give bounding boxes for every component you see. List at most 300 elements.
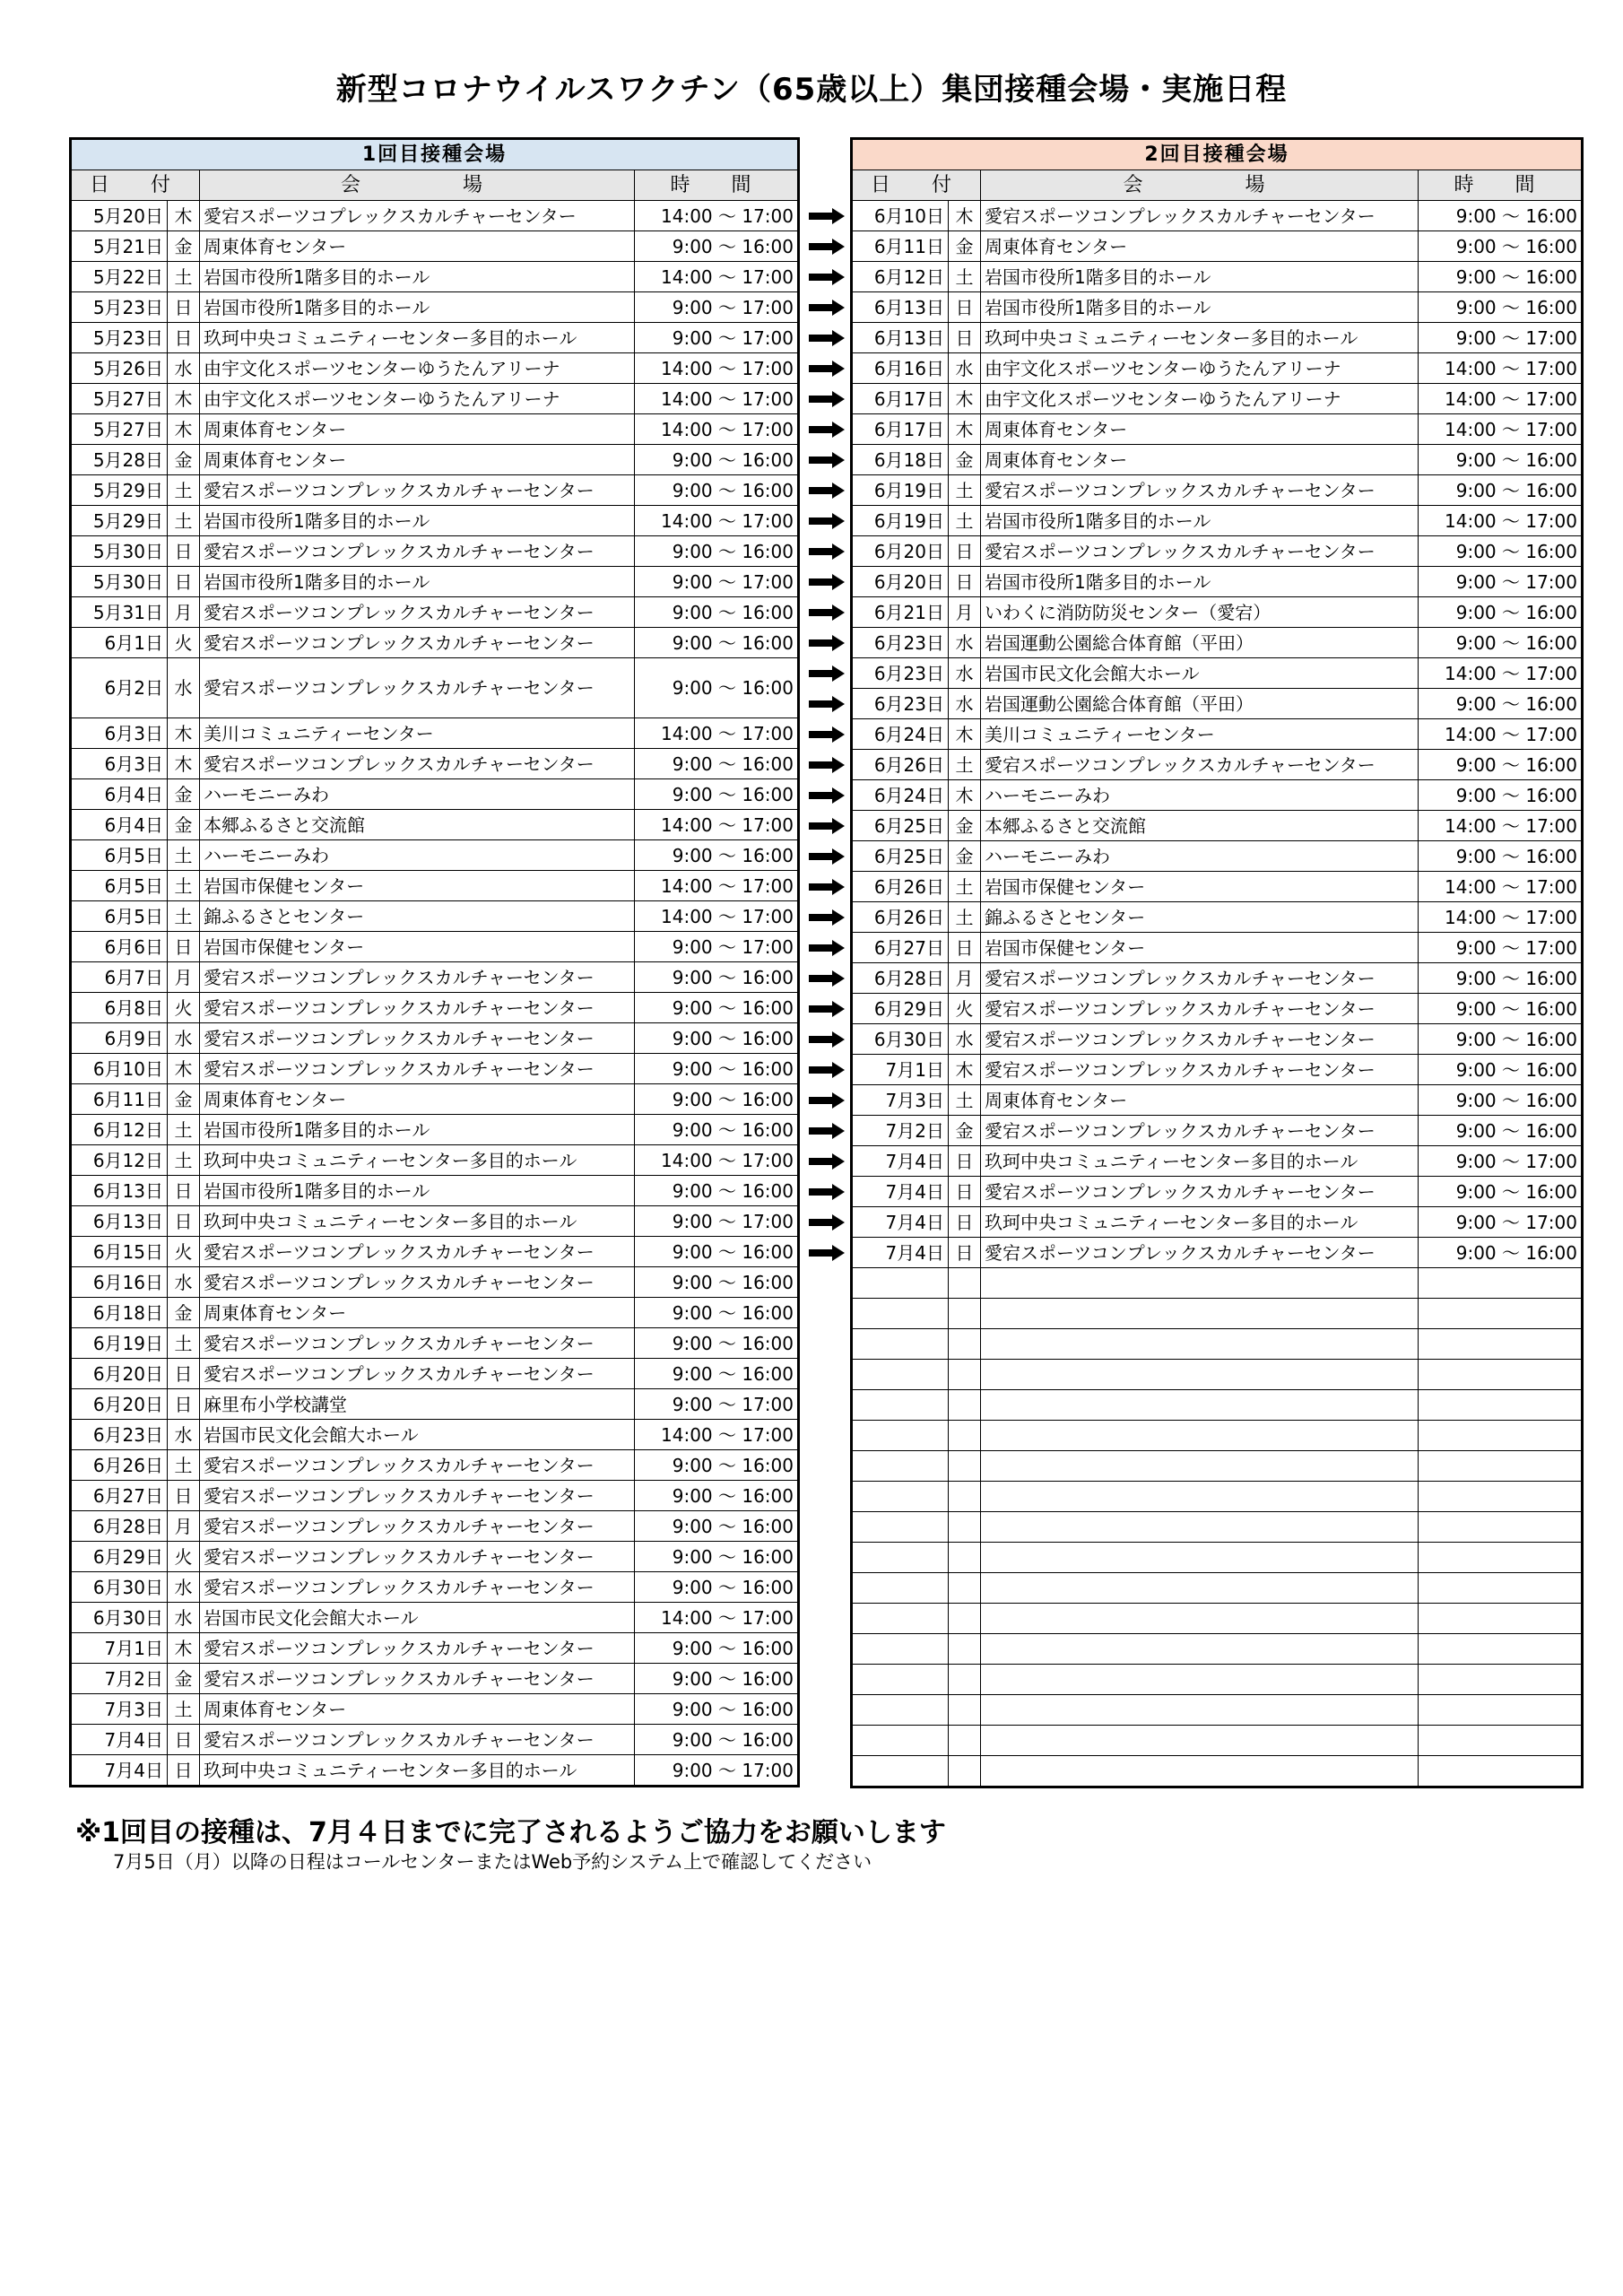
right-arrow-icon xyxy=(809,422,845,438)
right-arrow-icon xyxy=(809,1184,845,1200)
time-cell: 9:00 ～ 16:00 xyxy=(1419,750,1583,780)
time-cell: 9:00 ～ 17:00 xyxy=(1419,1146,1583,1177)
empty-row xyxy=(852,1573,1583,1604)
venue-cell: 愛宕スポーツコンプレックスカルチャーセンター xyxy=(981,1238,1419,1268)
date-header: 日 付 xyxy=(852,170,981,201)
venue-cell: 周東体育センター xyxy=(200,1084,635,1115)
table-row xyxy=(71,718,799,749)
table-row xyxy=(71,628,799,658)
right-arrow-icon xyxy=(809,1123,845,1139)
date-cell: 5月23日 xyxy=(71,292,168,323)
weekday-cell: 日 xyxy=(949,536,981,567)
venue-cell: 岩国市民文化会館大ホール xyxy=(200,1603,635,1633)
time-cell: 9:00 ～ 16:00 xyxy=(635,779,799,810)
venue-cell: 岩国運動公園総合体育館（平田） xyxy=(981,689,1419,719)
time-cell: 9:00 ～ 16:00 xyxy=(1419,1116,1583,1146)
time-cell: 9:00 ～ 16:00 xyxy=(635,1023,799,1054)
table-row xyxy=(852,231,1583,262)
table-row xyxy=(852,902,1583,933)
time-cell: 9:00 ～ 16:00 xyxy=(635,1328,799,1359)
weekday-cell: 日 xyxy=(168,1481,200,1511)
venue-cell: 愛宕スポーツコンプレックスカルチャーセンター xyxy=(200,658,635,718)
table-row xyxy=(71,445,799,475)
date-cell: 5月29日 xyxy=(71,506,168,536)
right-arrow-icon xyxy=(809,544,845,560)
time-cell: 9:00 ～ 16:00 xyxy=(1419,1177,1583,1207)
table-row xyxy=(71,201,799,231)
date-cell: 6月5日 xyxy=(71,840,168,871)
date-cell: 6月19日 xyxy=(852,506,949,536)
venue-cell: 周東体育センター xyxy=(981,414,1419,445)
date-cell: 6月26日 xyxy=(852,872,949,902)
time-cell: 14:00 ～ 17:00 xyxy=(635,506,799,536)
date-cell: 6月12日 xyxy=(852,262,949,292)
venue-cell: 錦ふるさとセンター xyxy=(200,901,635,932)
weekday-cell: 日 xyxy=(949,292,981,323)
venue-cell: 岩国市保健センター xyxy=(200,932,635,962)
date-cell: 7月4日 xyxy=(71,1725,168,1755)
weekday-cell: 火 xyxy=(168,1237,200,1267)
table-row xyxy=(852,1146,1583,1177)
weekday-cell: 日 xyxy=(168,1389,200,1420)
time-cell: 9:00 ～ 16:00 xyxy=(1419,628,1583,658)
weekday-cell: 水 xyxy=(168,1603,200,1633)
venue-cell: 岩国市役所1階多目的ホール xyxy=(981,262,1419,292)
time-cell: 9:00 ～ 16:00 xyxy=(635,1450,799,1481)
date-cell: 6月4日 xyxy=(71,810,168,840)
weekday-cell: 日 xyxy=(168,536,200,567)
table-row xyxy=(852,719,1583,750)
venue-cell: 愛宕スポーツコンプレックスカルチャーセンター xyxy=(981,1055,1419,1085)
venue-cell: 愛宕スポーツコプレックスカルチャーセンター xyxy=(200,201,635,231)
time-cell: 9:00 ～ 17:00 xyxy=(635,1389,799,1420)
weekday-cell: 土 xyxy=(168,475,200,506)
weekday-cell: 土 xyxy=(949,506,981,536)
venue-cell: 愛宕スポーツコンプレックスカルチャーセンター xyxy=(200,597,635,628)
empty-row xyxy=(852,1726,1583,1756)
venue-cell: 愛宕スポーツコンプレックスカルチャーセンター xyxy=(200,1054,635,1084)
time-cell: 9:00 ～ 17:00 xyxy=(1419,933,1583,963)
weekday-cell: 水 xyxy=(168,1267,200,1298)
table-row xyxy=(852,414,1583,445)
right-arrow-icon xyxy=(809,787,845,804)
venue-cell: ハーモニーみわ xyxy=(200,840,635,871)
empty-row xyxy=(852,1268,1583,1299)
weekday-cell: 日 xyxy=(168,1725,200,1755)
venue-cell: 玖珂中央コミュニティーセンター多目的ホール xyxy=(981,1207,1419,1238)
venue-cell: 岩国市保健センター xyxy=(200,871,635,901)
table-row xyxy=(71,658,799,718)
date-cell: 6月3日 xyxy=(71,718,168,749)
time-cell: 9:00 ～ 16:00 xyxy=(1419,1085,1583,1116)
venue-cell: 愛宕スポーツコンプレックスカルチャーセンター xyxy=(981,963,1419,994)
date-cell: 5月31日 xyxy=(71,597,168,628)
date-cell: 7月4日 xyxy=(852,1177,949,1207)
venue-cell: 岩国市保健センター xyxy=(981,872,1419,902)
table-row xyxy=(71,1145,799,1176)
time-cell: 9:00 ～ 16:00 xyxy=(1419,292,1583,323)
venue-cell: 岩国市民文化会館大ホール xyxy=(981,658,1419,689)
time-cell: 9:00 ～ 16:00 xyxy=(635,1054,799,1084)
right-arrow-icon xyxy=(809,300,845,316)
venue-header: 会 場 xyxy=(200,170,635,201)
table-row xyxy=(852,1177,1583,1207)
table-row xyxy=(71,871,799,901)
table-row xyxy=(71,1450,799,1481)
table-row xyxy=(71,1481,799,1511)
table-row xyxy=(71,840,799,871)
table-row xyxy=(71,1359,799,1389)
date-cell: 5月26日 xyxy=(71,353,168,384)
venue-cell: 周東体育センター xyxy=(200,414,635,445)
venue-cell: 本郷ふるさと交流館 xyxy=(200,810,635,840)
table-row xyxy=(71,292,799,323)
venue-cell: ハーモニーみわ xyxy=(981,841,1419,872)
weekday-cell: 水 xyxy=(949,658,981,689)
table-row xyxy=(71,475,799,506)
empty-row xyxy=(852,1451,1583,1482)
table-row xyxy=(71,993,799,1023)
time-cell: 9:00 ～ 17:00 xyxy=(635,323,799,353)
right-arrow-icon xyxy=(809,726,845,743)
weekday-cell: 金 xyxy=(949,445,981,475)
venue-cell: 愛宕スポーツコンプレックスカルチャーセンター xyxy=(981,475,1419,506)
venue-cell: 周東体育センター xyxy=(981,1085,1419,1116)
table-row xyxy=(71,353,799,384)
venue-cell: 愛宕スポーツコンプレックスカルチャーセンター xyxy=(200,993,635,1023)
table-row xyxy=(71,932,799,962)
date-cell: 6月12日 xyxy=(71,1145,168,1176)
time-cell: 9:00 ～ 16:00 xyxy=(1419,780,1583,811)
venue-cell: 岩国市役所1階多目的ホール xyxy=(981,292,1419,323)
venue-cell: 愛宕スポーツコンプレックスカルチャーセンター xyxy=(200,749,635,779)
venue-cell: 愛宕スポーツコンプレックスカルチャーセンター xyxy=(981,750,1419,780)
weekday-cell: 土 xyxy=(949,750,981,780)
date-cell: 6月26日 xyxy=(71,1450,168,1481)
right-arrow-icon xyxy=(809,1092,845,1109)
right-arrow-icon xyxy=(809,1031,845,1048)
weekday-cell: 水 xyxy=(949,353,981,384)
time-cell: 14:00 ～ 17:00 xyxy=(1419,872,1583,902)
venue-cell: 美川コミュニティーセンター xyxy=(981,719,1419,750)
right-arrow-icon xyxy=(809,909,845,926)
weekday-cell: 水 xyxy=(168,1572,200,1603)
date-cell: 5月29日 xyxy=(71,475,168,506)
table-row xyxy=(71,1694,799,1725)
date-cell: 6月27日 xyxy=(71,1481,168,1511)
date-cell: 7月4日 xyxy=(852,1238,949,1268)
table-row xyxy=(71,1664,799,1694)
venue-cell: 愛宕スポーツコンプレックスカルチャーセンター xyxy=(200,1023,635,1054)
empty-row xyxy=(852,1665,1583,1695)
table-row xyxy=(71,323,799,353)
time-cell: 9:00 ～ 16:00 xyxy=(1419,445,1583,475)
time-cell: 9:00 ～ 16:00 xyxy=(1419,536,1583,567)
time-cell: 14:00 ～ 17:00 xyxy=(1419,414,1583,445)
time-header: 時 間 xyxy=(635,170,799,201)
venue-cell: 愛宕スポーツコンプレックスカルチャーセンター xyxy=(200,1481,635,1511)
time-cell: 9:00 ～ 17:00 xyxy=(635,292,799,323)
venue-cell: いわくに消防防災センター（愛宕） xyxy=(981,597,1419,628)
venue-cell: 愛宕スポーツコンプレックスカルチャーセンター xyxy=(981,1116,1419,1146)
time-cell: 14:00 ～ 17:00 xyxy=(635,810,799,840)
table-row xyxy=(852,536,1583,567)
right-arrow-icon xyxy=(809,604,845,621)
venue-cell: 愛宕スポーツコンプレックスカルチャーセンター xyxy=(200,475,635,506)
table-row xyxy=(71,901,799,932)
date-cell: 6月5日 xyxy=(71,871,168,901)
date-cell: 6月17日 xyxy=(852,384,949,414)
table-row xyxy=(852,1116,1583,1146)
empty-row xyxy=(852,1512,1583,1543)
date-cell: 5月27日 xyxy=(71,384,168,414)
date-cell: 6月24日 xyxy=(852,780,949,811)
right-arrow-icon xyxy=(809,757,845,773)
time-cell: 9:00 ～ 16:00 xyxy=(1419,262,1583,292)
right-arrow-icon xyxy=(809,1245,845,1261)
time-cell: 14:00 ～ 17:00 xyxy=(1419,902,1583,933)
time-cell: 9:00 ～ 16:00 xyxy=(635,1298,799,1328)
table-row xyxy=(852,628,1583,658)
date-cell: 6月9日 xyxy=(71,1023,168,1054)
date-cell: 6月25日 xyxy=(852,841,949,872)
time-cell: 9:00 ～ 16:00 xyxy=(635,597,799,628)
time-cell: 9:00 ～ 17:00 xyxy=(635,1206,799,1237)
table-row xyxy=(852,567,1583,597)
time-cell: 9:00 ～ 16:00 xyxy=(1419,1238,1583,1268)
table-row xyxy=(852,750,1583,780)
date-cell: 5月21日 xyxy=(71,231,168,262)
date-cell: 6月16日 xyxy=(852,353,949,384)
time-cell: 9:00 ～ 16:00 xyxy=(635,1084,799,1115)
time-cell: 14:00 ～ 17:00 xyxy=(635,1603,799,1633)
date-cell: 6月20日 xyxy=(852,536,949,567)
time-cell: 14:00 ～ 17:00 xyxy=(635,201,799,231)
time-cell: 14:00 ～ 17:00 xyxy=(1419,506,1583,536)
date-cell: 7月2日 xyxy=(71,1664,168,1694)
time-cell: 9:00 ～ 16:00 xyxy=(635,993,799,1023)
right-arrow-icon xyxy=(809,879,845,895)
weekday-cell: 木 xyxy=(949,414,981,445)
date-cell: 6月10日 xyxy=(71,1054,168,1084)
venue-cell: 周東体育センター xyxy=(200,445,635,475)
weekday-cell: 水 xyxy=(949,1024,981,1055)
right-arrow-icon xyxy=(809,330,845,346)
venue-cell: 愛宕スポーツコンプレックスカルチャーセンター xyxy=(200,1359,635,1389)
empty-row xyxy=(852,1421,1583,1451)
venue-cell: 愛宕スポーツコンプレックスカルチャーセンター xyxy=(981,201,1419,231)
weekday-cell: 火 xyxy=(168,628,200,658)
date-cell: 6月21日 xyxy=(852,597,949,628)
date-cell: 6月4日 xyxy=(71,779,168,810)
time-cell: 9:00 ～ 16:00 xyxy=(635,1694,799,1725)
time-cell: 9:00 ～ 16:00 xyxy=(635,1572,799,1603)
weekday-cell: 金 xyxy=(168,445,200,475)
time-cell: 14:00 ～ 17:00 xyxy=(1419,811,1583,841)
venue-cell: 周東体育センター xyxy=(981,231,1419,262)
venue-cell: 岩国市役所1階多目的ホール xyxy=(981,506,1419,536)
date-cell: 6月13日 xyxy=(852,292,949,323)
empty-row xyxy=(852,1482,1583,1512)
weekday-cell: 土 xyxy=(168,1145,200,1176)
weekday-cell: 木 xyxy=(168,201,200,231)
weekday-cell: 金 xyxy=(949,841,981,872)
date-cell: 5月20日 xyxy=(71,201,168,231)
time-cell: 9:00 ～ 16:00 xyxy=(635,1359,799,1389)
time-cell: 9:00 ～ 16:00 xyxy=(635,628,799,658)
weekday-cell: 火 xyxy=(168,993,200,1023)
table-row xyxy=(71,1115,799,1145)
date-cell: 7月1日 xyxy=(71,1633,168,1664)
date-cell: 6月30日 xyxy=(852,1024,949,1055)
weekday-cell: 木 xyxy=(168,749,200,779)
venue-cell: 愛宕スポーツコンプレックスカルチャーセンター xyxy=(981,1177,1419,1207)
venue-cell: 玖珂中央コミュニティーセンター多目的ホール xyxy=(200,1206,635,1237)
right-arrow-icon xyxy=(809,452,845,468)
date-cell: 7月3日 xyxy=(71,1694,168,1725)
date-cell: 6月10日 xyxy=(852,201,949,231)
table-row xyxy=(71,1420,799,1450)
time-cell: 9:00 ～ 16:00 xyxy=(635,658,799,718)
table-row xyxy=(852,262,1583,292)
time-cell: 9:00 ～ 16:00 xyxy=(635,475,799,506)
date-cell: 6月1日 xyxy=(71,628,168,658)
weekday-cell: 月 xyxy=(168,962,200,993)
date-cell: 6月29日 xyxy=(71,1542,168,1572)
table-row xyxy=(852,841,1583,872)
weekday-cell: 月 xyxy=(168,597,200,628)
date-cell: 6月23日 xyxy=(71,1420,168,1450)
right-arrow-icon xyxy=(809,1001,845,1017)
weekday-cell: 木 xyxy=(168,384,200,414)
venue-cell: 周東体育センター xyxy=(200,1298,635,1328)
venue-cell: 由宇文化スポーツセンターゆうたんアリーナ xyxy=(200,384,635,414)
right-arrow-icon xyxy=(809,848,845,865)
date-cell: 5月30日 xyxy=(71,567,168,597)
right-arrow-icon xyxy=(809,239,845,255)
right-arrow-icon xyxy=(809,269,845,285)
weekday-cell: 日 xyxy=(949,933,981,963)
time-cell: 14:00 ～ 17:00 xyxy=(1419,384,1583,414)
weekday-cell: 月 xyxy=(949,963,981,994)
table-row xyxy=(71,384,799,414)
venue-cell: ハーモニーみわ xyxy=(981,780,1419,811)
table-row xyxy=(71,1023,799,1054)
venue-cell: 本郷ふるさと交流館 xyxy=(981,811,1419,841)
date-cell: 6月15日 xyxy=(71,1237,168,1267)
table-row xyxy=(71,1603,799,1633)
right-arrow-icon xyxy=(809,1214,845,1231)
date-cell: 6月30日 xyxy=(71,1603,168,1633)
table-row xyxy=(71,1572,799,1603)
second-dose-caption: 2回目接種会場 xyxy=(852,139,1583,170)
date-cell: 6月29日 xyxy=(852,994,949,1024)
date-cell: 6月20日 xyxy=(71,1359,168,1389)
weekday-cell: 金 xyxy=(949,1116,981,1146)
weekday-cell: 木 xyxy=(949,384,981,414)
weekday-cell: 木 xyxy=(949,1055,981,1085)
weekday-cell: 火 xyxy=(949,994,981,1024)
venue-cell: 愛宕スポーツコンプレックスカルチャーセンター xyxy=(200,628,635,658)
right-arrow-icon xyxy=(809,1153,845,1170)
time-cell: 14:00 ～ 17:00 xyxy=(635,414,799,445)
venue-cell: 玖珂中央コミュニティーセンター多目的ホール xyxy=(981,1146,1419,1177)
table-row xyxy=(71,1084,799,1115)
venue-cell: 岩国市役所1階多目的ホール xyxy=(200,567,635,597)
date-cell: 6月17日 xyxy=(852,414,949,445)
venue-cell: 周東体育センター xyxy=(200,231,635,262)
table-row xyxy=(71,749,799,779)
right-arrow-icon xyxy=(809,940,845,956)
time-cell: 14:00 ～ 17:00 xyxy=(1419,719,1583,750)
empty-row xyxy=(852,1390,1583,1421)
weekday-cell: 水 xyxy=(168,658,200,718)
weekday-cell: 金 xyxy=(168,1084,200,1115)
date-cell: 6月19日 xyxy=(852,475,949,506)
table-row xyxy=(71,962,799,993)
date-cell: 6月13日 xyxy=(71,1176,168,1206)
table-row xyxy=(71,1328,799,1359)
right-arrow-icon xyxy=(809,1062,845,1078)
time-cell: 14:00 ～ 17:00 xyxy=(635,353,799,384)
date-cell: 6月16日 xyxy=(71,1267,168,1298)
date-cell: 5月30日 xyxy=(71,536,168,567)
table-row xyxy=(852,1207,1583,1238)
table-row xyxy=(852,201,1583,231)
table-row xyxy=(852,780,1583,811)
venue-cell: 錦ふるさとセンター xyxy=(981,902,1419,933)
table-row xyxy=(852,872,1583,902)
right-arrow-icon xyxy=(809,483,845,499)
time-cell: 9:00 ～ 17:00 xyxy=(1419,567,1583,597)
venue-cell: 麻里布小学校講堂 xyxy=(200,1389,635,1420)
venue-cell: 愛宕スポーツコンプレックスカルチャーセンター xyxy=(200,1664,635,1694)
right-arrow-icon xyxy=(809,970,845,987)
weekday-cell: 日 xyxy=(168,567,200,597)
table-row xyxy=(852,323,1583,353)
empty-row xyxy=(852,1543,1583,1573)
time-cell: 9:00 ～ 16:00 xyxy=(1419,1055,1583,1085)
time-cell: 14:00 ～ 17:00 xyxy=(635,262,799,292)
date-cell: 6月27日 xyxy=(852,933,949,963)
weekday-cell: 金 xyxy=(168,1664,200,1694)
table-row xyxy=(852,1024,1583,1055)
venue-cell: 由宇文化スポーツセンターゆうたんアリーナ xyxy=(981,353,1419,384)
table-row xyxy=(71,536,799,567)
table-row xyxy=(852,689,1583,719)
table-row xyxy=(71,1267,799,1298)
weekday-cell: 土 xyxy=(168,840,200,871)
table-row xyxy=(71,1633,799,1664)
table-row xyxy=(71,506,799,536)
date-cell: 7月4日 xyxy=(852,1146,949,1177)
time-cell: 9:00 ～ 17:00 xyxy=(635,1755,799,1787)
weekday-cell: 日 xyxy=(949,1207,981,1238)
table-row xyxy=(852,933,1583,963)
venue-header: 会 場 xyxy=(981,170,1419,201)
date-cell: 6月8日 xyxy=(71,993,168,1023)
weekday-cell: 土 xyxy=(949,902,981,933)
table-row xyxy=(71,597,799,628)
time-cell: 14:00 ～ 17:00 xyxy=(635,1420,799,1450)
table-row xyxy=(71,414,799,445)
time-cell: 9:00 ～ 16:00 xyxy=(1419,994,1583,1024)
date-cell: 7月4日 xyxy=(71,1755,168,1787)
weekday-cell: 水 xyxy=(168,1420,200,1450)
venue-cell: 愛宕スポーツコンプレックスカルチャーセンター xyxy=(200,1267,635,1298)
table-row xyxy=(852,292,1583,323)
table-row xyxy=(71,1755,799,1787)
